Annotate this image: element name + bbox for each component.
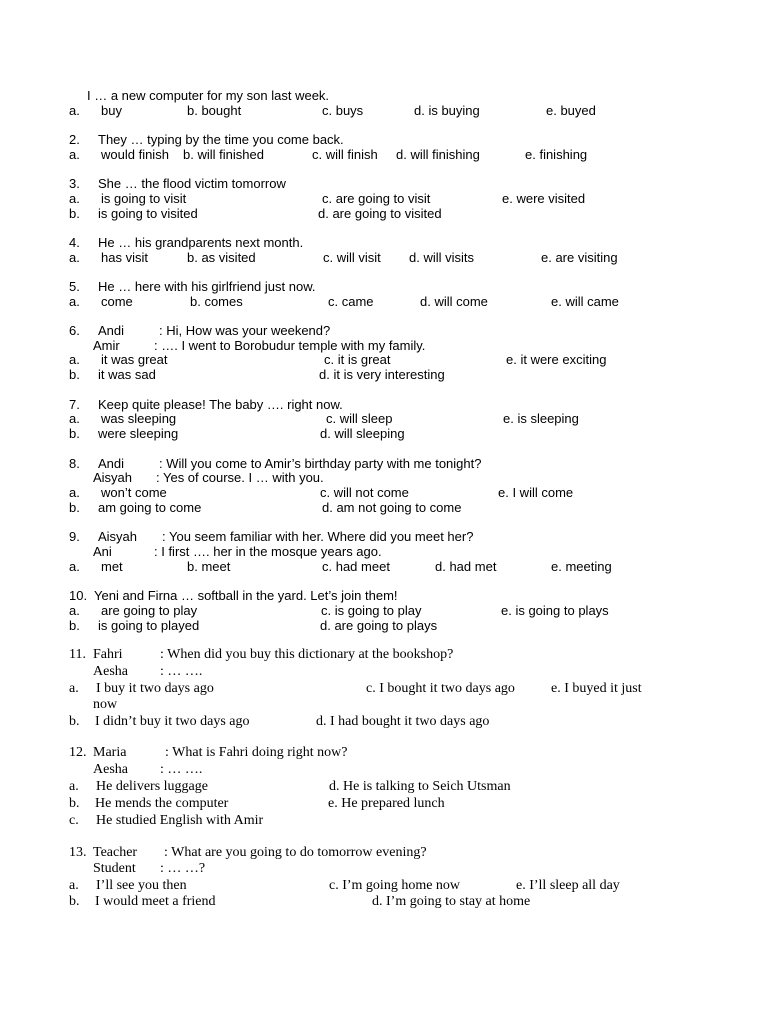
option-letter: a. (69, 485, 80, 500)
option-letter: b. (69, 500, 80, 515)
dialogue-line: : You seem familiar with her. Where did you meet her? (162, 529, 474, 544)
question-text: Keep quite please! The baby …. right now. (98, 397, 343, 412)
option-d: d. will finishing (396, 147, 480, 162)
option-b: is going to played (98, 618, 200, 633)
option-d: d. will come (420, 294, 488, 309)
option-c: c. I bought it two days ago (366, 681, 515, 696)
option-letter: a. (69, 878, 79, 893)
option-letter: a. (69, 352, 80, 367)
option-e-continued: now (93, 697, 118, 712)
question-number: 13. (69, 845, 87, 860)
option-a: buy (101, 103, 122, 118)
option-b: b. bought (187, 103, 242, 118)
option-letter: b. (69, 426, 80, 441)
option-b: is going to visited (98, 206, 198, 221)
question-text: I … a new computer for my son last week. (87, 88, 330, 103)
question-number: 7. (69, 397, 80, 412)
option-c: c. it is great (324, 352, 391, 367)
option-b: I didn’t buy it two days ago (95, 714, 250, 729)
question-number: 9. (69, 529, 80, 544)
option-a: won’t come (101, 485, 167, 500)
dialogue-speaker: Student (93, 861, 136, 876)
option-letter: a. (69, 603, 80, 618)
option-e: e. is sleeping (503, 411, 579, 426)
option-a: He delivers luggage (96, 779, 208, 794)
option-a: I’ll see you then (96, 878, 187, 893)
option-letter: b. (69, 714, 80, 729)
dialogue-speaker: Aesha (93, 664, 128, 679)
option-d: d. am not going to come (322, 500, 462, 515)
question-number: 2. (69, 132, 80, 147)
option-letter: b. (69, 618, 80, 633)
option-a: met (101, 559, 123, 574)
question-text: He … here with his girlfriend just now. (98, 279, 316, 294)
dialogue-line: : What is Fahri doing right now? (165, 745, 348, 760)
dialogue-line: : Yes of course. I … with you. (156, 470, 324, 485)
question-text: Yeni and Firna … softball in the yard. Let’s join them! (94, 588, 398, 603)
option-e: e. I’ll sleep all day (516, 878, 620, 893)
option-b: He mends the computer (95, 796, 229, 811)
option-b: am going to come (98, 500, 202, 515)
option-c: c. I’m going home now (329, 878, 461, 893)
option-a: is going to visit (101, 191, 187, 206)
dialogue-speaker: Andi (98, 456, 125, 471)
option-a: it was great (101, 352, 168, 367)
option-e: e. meeting (551, 559, 612, 574)
option-c: c. will finish (312, 147, 378, 162)
option-a: has visit (101, 250, 148, 265)
option-a: are going to play (101, 603, 198, 618)
option-b: b. will finished (183, 147, 264, 162)
question-number: 4. (69, 235, 80, 250)
option-e: e. are visiting (541, 250, 618, 265)
option-e: e. buyed (546, 103, 596, 118)
question-text: She … the flood victim tomorrow (98, 176, 286, 191)
question-text: He … his grandparents next month. (98, 235, 304, 250)
option-c: c. came (328, 294, 374, 309)
option-e: e. it were exciting (506, 352, 607, 367)
option-letter: a. (69, 103, 80, 118)
option-e: e. finishing (525, 147, 588, 162)
dialogue-line: : What are you going to do tomorrow evening? (164, 845, 427, 860)
option-a: I buy it two days ago (96, 681, 214, 696)
option-letter: a. (69, 779, 79, 794)
dialogue-line: : … …. (160, 762, 203, 777)
dialogue-line: : …. I went to Borobudur temple with my family. (154, 338, 426, 353)
option-letter: a. (69, 250, 80, 265)
question-number: 11. (69, 647, 86, 662)
option-e: e. I buyed it just (551, 681, 642, 696)
dialogue-line: : When did you buy this dictionary at the bookshop? (160, 647, 454, 662)
option-a: come (101, 294, 133, 309)
option-d: d. will visits (409, 250, 475, 265)
dialogue-speaker: Fahri (93, 647, 123, 662)
option-letter: a. (69, 191, 80, 206)
dialogue-speaker: Teacher (93, 845, 138, 860)
option-letter: a. (69, 559, 80, 574)
option-letter: b. (69, 894, 80, 909)
option-c: c. is going to play (321, 603, 422, 618)
option-letter: b. (69, 367, 80, 382)
option-b: b. comes (190, 294, 243, 309)
option-b: b. as visited (187, 250, 256, 265)
option-e: e. will came (551, 294, 619, 309)
question-number: 10. (69, 588, 88, 603)
option-e: e. He prepared lunch (328, 796, 445, 811)
option-e: e. were visited (502, 191, 586, 206)
option-b: it was sad (98, 367, 156, 382)
option-c: He studied English with Amir (96, 813, 264, 828)
option-a: was sleeping (101, 411, 177, 426)
option-c: c. are going to visit (322, 191, 431, 206)
dialogue-speaker: Amir (93, 338, 120, 353)
option-e: e. is going to plays (501, 603, 609, 618)
dialogue-line: : … …? (160, 861, 206, 876)
dialogue-speaker: Aesha (93, 762, 128, 777)
dialogue-speaker: Maria (93, 745, 127, 760)
option-d: d. is buying (414, 103, 480, 118)
option-b: were sleeping (98, 426, 179, 441)
dialogue-speaker: Andi (98, 323, 125, 338)
option-c: c. will visit (323, 250, 381, 265)
option-b: I would meet a friend (95, 894, 216, 909)
option-d: d. I had bought it two days ago (316, 714, 490, 729)
option-letter: c. (69, 813, 79, 828)
option-c: c. had meet (322, 559, 390, 574)
dialogue-line: : Hi, How was your weekend? (159, 323, 331, 338)
option-letter: b. (69, 796, 80, 811)
option-d: d. it is very interesting (319, 367, 445, 382)
option-c: c. buys (322, 103, 364, 118)
option-c: c. will sleep (326, 411, 393, 426)
option-letter: b. (69, 206, 80, 221)
question-number: 6. (69, 323, 80, 338)
dialogue-speaker: Aisyah (98, 529, 138, 544)
option-b: b. meet (187, 559, 231, 574)
option-d: d. are going to visited (318, 206, 442, 221)
option-a: would finish (101, 147, 169, 162)
question-text: They … typing by the time you come back. (98, 132, 344, 147)
question-number: 3. (69, 176, 80, 191)
question-number: 5. (69, 279, 80, 294)
option-letter: a. (69, 294, 80, 309)
option-c: c. will not come (320, 485, 409, 500)
option-e: e. I will come (498, 485, 574, 500)
option-letter: a. (69, 681, 79, 696)
question-number: 12. (69, 745, 87, 760)
option-letter: a. (69, 147, 80, 162)
option-d: d. are going to plays (320, 618, 438, 633)
option-d: d. I’m going to stay at home (372, 894, 531, 909)
dialogue-line: : … …. (160, 664, 203, 679)
dialogue-speaker: Aisyah (93, 470, 133, 485)
option-d: d. will sleeping (320, 426, 405, 441)
option-d: d. He is talking to Seich Utsman (329, 779, 511, 794)
dialogue-line: : I first …. her in the mosque years ago. (154, 544, 382, 559)
option-d: d. had met (435, 559, 497, 574)
dialogue-speaker: Ani (93, 544, 112, 559)
question-number: 8. (69, 456, 80, 471)
option-letter: a. (69, 411, 80, 426)
dialogue-line: : Will you come to Amir’s birthday party with me tonight? (159, 456, 482, 471)
